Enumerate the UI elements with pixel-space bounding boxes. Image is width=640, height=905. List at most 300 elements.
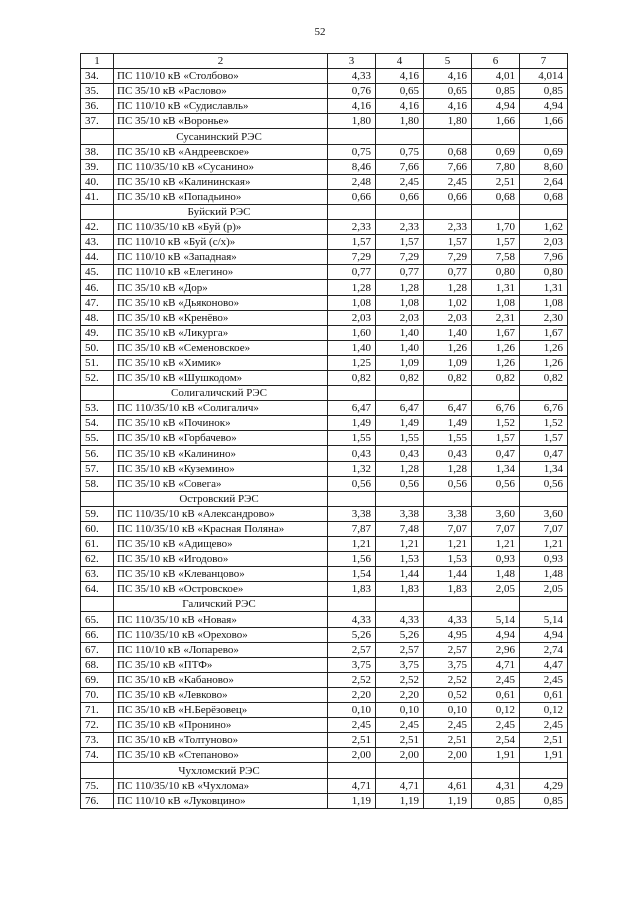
row-number: 54. [81, 416, 114, 431]
empty-cell [328, 204, 376, 219]
value-cell: 0,85 [520, 84, 568, 99]
substation-name: ПС 35/10 кВ «Попадьино» [114, 189, 328, 204]
table-row [81, 567, 568, 582]
row-number: 74. [81, 748, 114, 763]
table-row [81, 778, 568, 793]
section-title: Чухломский РЭС [114, 763, 328, 778]
value-cell: 0,80 [472, 265, 520, 280]
empty-cell [472, 597, 520, 612]
value-cell: 2,45 [424, 718, 472, 733]
table-row [81, 476, 568, 491]
value-cell: 2,05 [520, 582, 568, 597]
value-cell: 2,31 [472, 310, 520, 325]
value-cell: 7,96 [520, 250, 568, 265]
value-cell: 1,83 [328, 582, 376, 597]
substation-name: ПС 35/10 кВ «Дьяконово» [114, 295, 328, 310]
substation-name: ПС 110/35/10 кВ «Красная Поляна» [114, 521, 328, 536]
table-row [81, 235, 568, 250]
value-cell: 0,68 [520, 189, 568, 204]
row-number: 34. [81, 69, 114, 84]
value-cell: 0,82 [424, 370, 472, 385]
value-cell: 2,45 [376, 718, 424, 733]
value-cell: 1,55 [328, 431, 376, 446]
value-cell: 0,80 [520, 265, 568, 280]
empty-cell [424, 491, 472, 506]
empty-cell [376, 204, 424, 219]
table-row [81, 69, 568, 84]
row-number: 53. [81, 401, 114, 416]
value-cell: 0,68 [424, 144, 472, 159]
value-cell: 0,82 [376, 370, 424, 385]
table-row [81, 295, 568, 310]
row-number: 64. [81, 582, 114, 597]
value-cell: 1,56 [328, 552, 376, 567]
value-cell: 0,10 [424, 703, 472, 718]
value-cell: 6,47 [328, 401, 376, 416]
value-cell: 6,47 [424, 401, 472, 416]
value-cell: 1,25 [328, 355, 376, 370]
value-cell: 4,29 [520, 778, 568, 793]
value-cell: 1,70 [472, 220, 520, 235]
value-cell: 0,61 [472, 687, 520, 702]
value-cell: 1,80 [328, 114, 376, 129]
section-number-cell [81, 204, 114, 219]
value-cell: 2,20 [376, 687, 424, 702]
value-cell: 0,56 [424, 476, 472, 491]
value-cell: 4,94 [520, 99, 568, 114]
value-cell: 7,29 [376, 250, 424, 265]
value-cell: 2,45 [424, 174, 472, 189]
table-row [81, 416, 568, 431]
column-header: 2 [114, 54, 328, 69]
value-cell: 1,26 [472, 340, 520, 355]
value-cell: 0,52 [424, 687, 472, 702]
value-cell: 1,02 [424, 295, 472, 310]
row-number: 37. [81, 114, 114, 129]
value-cell: 4,16 [376, 69, 424, 84]
value-cell: 1,57 [328, 235, 376, 250]
value-cell: 1,55 [424, 431, 472, 446]
section-title: Галичский РЭС [114, 597, 328, 612]
empty-cell [376, 763, 424, 778]
value-cell: 0,82 [472, 370, 520, 385]
substation-name: ПС 110/35/10 кВ «Сусанино» [114, 159, 328, 174]
substation-name: ПС 110/35/10 кВ «Новая» [114, 612, 328, 627]
empty-cell [472, 386, 520, 401]
table-row [81, 521, 568, 536]
empty-cell [328, 597, 376, 612]
value-cell: 0,93 [520, 552, 568, 567]
value-cell: 4,16 [424, 99, 472, 114]
value-cell: 2,20 [328, 687, 376, 702]
value-cell: 4,95 [424, 627, 472, 642]
table-row [81, 461, 568, 476]
row-number: 55. [81, 431, 114, 446]
value-cell: 0,75 [376, 144, 424, 159]
value-cell: 1,31 [520, 280, 568, 295]
substation-name: ПС 110/10 кВ «Лопарево» [114, 642, 328, 657]
table-row [81, 582, 568, 597]
substation-name: ПС 110/10 кВ «Луковцино» [114, 793, 328, 808]
row-number: 36. [81, 99, 114, 114]
row-number: 56. [81, 446, 114, 461]
row-number: 57. [81, 461, 114, 476]
value-cell: 1,28 [376, 280, 424, 295]
substation-name: ПС 35/10 кВ «ПТФ» [114, 657, 328, 672]
value-cell: 1,49 [376, 416, 424, 431]
table-row [81, 220, 568, 235]
substation-name: ПС 110/10 кВ «Столбово» [114, 69, 328, 84]
value-cell: 4,33 [328, 612, 376, 627]
substation-name: ПС 35/10 кВ «Кабаново» [114, 672, 328, 687]
substation-name: ПС 110/35/10 кВ «Орехово» [114, 627, 328, 642]
table-row [81, 552, 568, 567]
row-number: 50. [81, 340, 114, 355]
value-cell: 1,83 [376, 582, 424, 597]
value-cell: 2,00 [328, 748, 376, 763]
value-cell: 2,03 [424, 310, 472, 325]
empty-cell [376, 491, 424, 506]
value-cell: 4,31 [472, 778, 520, 793]
value-cell: 2,51 [520, 733, 568, 748]
value-cell: 4,16 [328, 99, 376, 114]
value-cell: 1,19 [424, 793, 472, 808]
value-cell: 0,10 [328, 703, 376, 718]
value-cell: 1,09 [376, 355, 424, 370]
table-row [81, 431, 568, 446]
value-cell: 1,83 [424, 582, 472, 597]
value-cell: 0,12 [520, 703, 568, 718]
value-cell: 0,69 [472, 144, 520, 159]
value-cell: 7,66 [376, 159, 424, 174]
value-cell: 6,47 [376, 401, 424, 416]
value-cell: 0,75 [328, 144, 376, 159]
value-cell: 3,38 [328, 506, 376, 521]
row-number: 42. [81, 220, 114, 235]
empty-cell [472, 491, 520, 506]
empty-cell [328, 129, 376, 144]
value-cell: 5,14 [520, 612, 568, 627]
value-cell: 1,40 [424, 325, 472, 340]
value-cell: 1,62 [520, 220, 568, 235]
value-cell: 2,51 [376, 733, 424, 748]
value-cell: 6,76 [472, 401, 520, 416]
value-cell: 3,75 [328, 657, 376, 672]
value-cell: 0,43 [424, 446, 472, 461]
value-cell: 6,76 [520, 401, 568, 416]
value-cell: 1,26 [520, 340, 568, 355]
value-cell: 1,32 [328, 461, 376, 476]
value-cell: 1,67 [520, 325, 568, 340]
value-cell: 2,48 [328, 174, 376, 189]
table-row [81, 793, 568, 808]
section-title: Сусанинский РЭС [114, 129, 328, 144]
value-cell: 0,85 [520, 793, 568, 808]
value-cell: 4,16 [424, 69, 472, 84]
value-cell: 4,47 [520, 657, 568, 672]
empty-cell [520, 491, 568, 506]
value-cell: 0,93 [472, 552, 520, 567]
value-cell: 2,45 [520, 718, 568, 733]
section-number-cell [81, 491, 114, 506]
value-cell: 4,94 [472, 627, 520, 642]
substation-name: ПС 35/10 кВ «Калининская» [114, 174, 328, 189]
row-number: 67. [81, 642, 114, 657]
value-cell: 1,67 [472, 325, 520, 340]
empty-cell [520, 129, 568, 144]
empty-cell [376, 129, 424, 144]
value-cell: 1,49 [424, 416, 472, 431]
value-cell: 1,53 [424, 552, 472, 567]
value-cell: 0,66 [424, 189, 472, 204]
value-cell: 2,00 [376, 748, 424, 763]
value-cell: 2,33 [376, 220, 424, 235]
column-header: 5 [424, 54, 472, 69]
row-number: 39. [81, 159, 114, 174]
substation-name: ПС 35/10 кВ «Воронье» [114, 114, 328, 129]
value-cell: 1,28 [424, 280, 472, 295]
value-cell: 2,96 [472, 642, 520, 657]
table-row [81, 280, 568, 295]
substation-name: ПС 110/35/10 кВ «Александрово» [114, 506, 328, 521]
value-cell: 0,76 [328, 84, 376, 99]
value-cell: 4,33 [328, 69, 376, 84]
row-number: 41. [81, 189, 114, 204]
table-row [81, 537, 568, 552]
substation-name: ПС 110/10 кВ «Западная» [114, 250, 328, 265]
value-cell: 0,85 [472, 84, 520, 99]
value-cell: 2,30 [520, 310, 568, 325]
row-number: 59. [81, 506, 114, 521]
value-cell: 2,64 [520, 174, 568, 189]
substation-name: ПС 35/10 кВ «Левково» [114, 687, 328, 702]
empty-cell [424, 597, 472, 612]
row-number: 60. [81, 521, 114, 536]
value-cell: 1,57 [472, 431, 520, 446]
value-cell: 1,28 [424, 461, 472, 476]
value-cell: 2,03 [520, 235, 568, 250]
column-header: 1 [81, 54, 114, 69]
table-row [81, 325, 568, 340]
empty-cell [376, 597, 424, 612]
value-cell: 1,57 [520, 431, 568, 446]
section-row [81, 763, 568, 778]
empty-cell [376, 386, 424, 401]
substation-name: ПС 110/35/10 кВ «Солигалич» [114, 401, 328, 416]
substation-name: ПС 35/10 кВ «Куземино» [114, 461, 328, 476]
row-number: 44. [81, 250, 114, 265]
value-cell: 1,31 [472, 280, 520, 295]
substation-name: ПС 35/10 кВ «Ликурга» [114, 325, 328, 340]
value-cell: 1,19 [328, 793, 376, 808]
value-cell: 1,53 [376, 552, 424, 567]
value-cell: 0,43 [328, 446, 376, 461]
value-cell: 2,45 [328, 718, 376, 733]
section-row [81, 129, 568, 144]
value-cell: 2,05 [472, 582, 520, 597]
row-number: 49. [81, 325, 114, 340]
value-cell: 0,43 [376, 446, 424, 461]
substation-name: ПС 110/10 кВ «Буй (с/х)» [114, 235, 328, 250]
empty-cell [424, 386, 472, 401]
value-cell: 0,61 [520, 687, 568, 702]
value-cell: 1,21 [424, 537, 472, 552]
table-row [81, 99, 568, 114]
section-number-cell [81, 763, 114, 778]
substation-name: ПС 35/10 кВ «Химик» [114, 355, 328, 370]
row-number: 35. [81, 84, 114, 99]
empty-cell [424, 129, 472, 144]
empty-cell [520, 763, 568, 778]
empty-cell [424, 204, 472, 219]
table-row [81, 340, 568, 355]
substation-name: ПС 35/10 кВ «Совега» [114, 476, 328, 491]
value-cell: 1,52 [472, 416, 520, 431]
empty-cell [520, 386, 568, 401]
row-number: 72. [81, 718, 114, 733]
row-number: 63. [81, 567, 114, 582]
value-cell: 0,56 [376, 476, 424, 491]
substation-name: ПС 35/10 кВ «Кренёво» [114, 310, 328, 325]
value-cell: 1,28 [376, 461, 424, 476]
value-cell: 7,29 [328, 250, 376, 265]
value-cell: 1,44 [376, 567, 424, 582]
value-cell: 1,55 [376, 431, 424, 446]
substation-name: ПС 35/10 кВ «Адищево» [114, 537, 328, 552]
value-cell: 3,60 [472, 506, 520, 521]
substation-name: ПС 35/10 кВ «Шушкодом» [114, 370, 328, 385]
value-cell: 2,45 [472, 672, 520, 687]
substation-name: ПС 110/35/10 кВ «Чухлома» [114, 778, 328, 793]
value-cell: 1,80 [424, 114, 472, 129]
value-cell: 1,21 [472, 537, 520, 552]
table-row [81, 84, 568, 99]
substation-name: ПС 35/10 кВ «Починок» [114, 416, 328, 431]
value-cell: 2,74 [520, 642, 568, 657]
value-cell: 1,34 [472, 461, 520, 476]
row-number: 52. [81, 370, 114, 385]
column-header: 6 [472, 54, 520, 69]
row-number: 61. [81, 537, 114, 552]
row-number: 76. [81, 793, 114, 808]
substation-name: ПС 35/10 кВ «Пронино» [114, 718, 328, 733]
value-cell: 4,33 [376, 612, 424, 627]
value-cell: 0,65 [424, 84, 472, 99]
table-row [81, 370, 568, 385]
value-cell: 1,09 [424, 355, 472, 370]
substation-name: ПС 35/10 кВ «Дор» [114, 280, 328, 295]
value-cell: 2,51 [328, 733, 376, 748]
substation-name: ПС 35/10 кВ «Раслово» [114, 84, 328, 99]
value-cell: 2,45 [376, 174, 424, 189]
value-cell: 2,51 [472, 174, 520, 189]
value-cell: 2,45 [520, 672, 568, 687]
table-row [81, 174, 568, 189]
value-cell: 2,45 [472, 718, 520, 733]
table-row [81, 401, 568, 416]
value-cell: 4,61 [424, 778, 472, 793]
value-cell: 4,71 [328, 778, 376, 793]
column-header: 7 [520, 54, 568, 69]
row-number: 47. [81, 295, 114, 310]
value-cell: 1,48 [520, 567, 568, 582]
value-cell: 7,07 [424, 521, 472, 536]
section-row [81, 491, 568, 506]
value-cell: 5,14 [472, 612, 520, 627]
row-number: 38. [81, 144, 114, 159]
section-number-cell [81, 597, 114, 612]
table-row [81, 446, 568, 461]
header-row [81, 54, 568, 69]
value-cell: 1,40 [376, 325, 424, 340]
empty-cell [520, 204, 568, 219]
table-row [81, 310, 568, 325]
section-row [81, 204, 568, 219]
row-number: 70. [81, 687, 114, 702]
value-cell: 1,26 [520, 355, 568, 370]
table-row [81, 687, 568, 702]
value-cell: 4,014 [520, 69, 568, 84]
value-cell: 2,51 [424, 733, 472, 748]
value-cell: 3,60 [520, 506, 568, 521]
value-cell: 4,01 [472, 69, 520, 84]
table-row [81, 612, 568, 627]
value-cell: 7,87 [328, 521, 376, 536]
value-cell: 2,33 [424, 220, 472, 235]
value-cell: 1,19 [376, 793, 424, 808]
value-cell: 1,57 [376, 235, 424, 250]
substation-name: ПС 35/10 кВ «Клеванцово» [114, 567, 328, 582]
empty-cell [472, 129, 520, 144]
table-row [81, 703, 568, 718]
empty-cell [328, 763, 376, 778]
value-cell: 1,21 [376, 537, 424, 552]
table-row [81, 506, 568, 521]
table-row [81, 672, 568, 687]
table-row [81, 265, 568, 280]
value-cell: 0,82 [328, 370, 376, 385]
value-cell: 7,66 [424, 159, 472, 174]
value-cell: 0,56 [328, 476, 376, 491]
value-cell: 1,91 [472, 748, 520, 763]
value-cell: 0,82 [520, 370, 568, 385]
table-row [81, 733, 568, 748]
value-cell: 1,66 [520, 114, 568, 129]
value-cell: 1,60 [328, 325, 376, 340]
value-cell: 1,57 [472, 235, 520, 250]
value-cell: 2,52 [424, 672, 472, 687]
row-number: 62. [81, 552, 114, 567]
value-cell: 7,07 [520, 521, 568, 536]
value-cell: 0,66 [376, 189, 424, 204]
value-cell: 2,00 [424, 748, 472, 763]
value-cell: 2,54 [472, 733, 520, 748]
column-header: 3 [328, 54, 376, 69]
section-number-cell [81, 129, 114, 144]
value-cell: 1,08 [520, 295, 568, 310]
value-cell: 1,08 [472, 295, 520, 310]
value-cell: 0,77 [424, 265, 472, 280]
substation-name: ПС 35/10 кВ «Н.Берёзовец» [114, 703, 328, 718]
value-cell: 0,56 [472, 476, 520, 491]
section-row [81, 597, 568, 612]
row-number: 58. [81, 476, 114, 491]
value-cell: 0,10 [376, 703, 424, 718]
value-cell: 2,52 [376, 672, 424, 687]
table-row [81, 718, 568, 733]
value-cell: 0,68 [472, 189, 520, 204]
value-cell: 7,80 [472, 159, 520, 174]
